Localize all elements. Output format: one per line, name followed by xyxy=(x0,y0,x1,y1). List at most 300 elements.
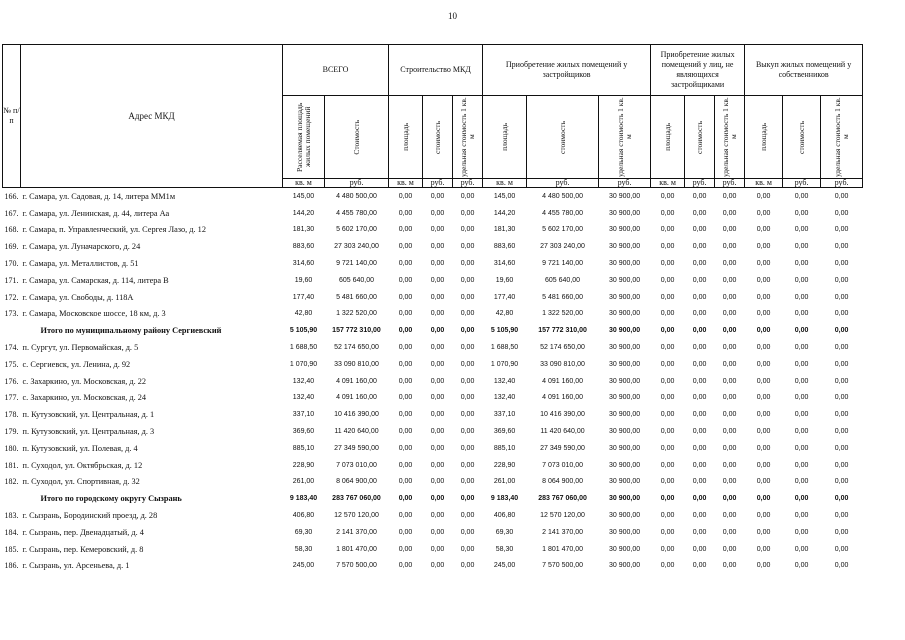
value-cell: 145,00 xyxy=(493,192,516,200)
value-cell: 314,60 xyxy=(292,260,315,268)
value-cell: 30 900,00 xyxy=(608,226,641,234)
value-cell: 30 900,00 xyxy=(608,192,641,200)
value-cell: 0,00 xyxy=(794,226,809,234)
value-cell: 0,00 xyxy=(660,260,675,268)
value-cell: 0,00 xyxy=(460,344,475,352)
value-cell: 0,00 xyxy=(460,461,475,469)
value-cell: 0,00 xyxy=(660,428,675,436)
value-cell: 0,00 xyxy=(660,411,675,419)
row-number: 174. xyxy=(4,343,19,353)
value-cell: 0,00 xyxy=(722,360,737,368)
value-cell: 0,00 xyxy=(660,192,675,200)
value-cell: 406,80 xyxy=(292,512,315,520)
value-cell: 132,40 xyxy=(292,377,315,385)
value-cell: 369,60 xyxy=(292,428,315,436)
value-cell: 0,00 xyxy=(430,411,445,419)
value-cell: 10 416 390,00 xyxy=(540,411,585,419)
value-cell: 0,00 xyxy=(660,478,675,486)
unit-sqm: кв. м xyxy=(651,179,685,188)
value-cell: 0,00 xyxy=(692,411,707,419)
value-cell: 0,00 xyxy=(660,209,675,217)
value-cell: 0,00 xyxy=(834,411,849,419)
value-cell: 883,60 xyxy=(493,243,516,251)
value-cell: 2 141 370,00 xyxy=(336,528,377,536)
row-number xyxy=(3,322,21,339)
value-cell: 0,00 xyxy=(794,243,809,251)
value-cell: 4 480 500,00 xyxy=(542,192,583,200)
value-cell: 30 900,00 xyxy=(608,276,641,284)
value-cell: 0,00 xyxy=(692,360,707,368)
value-cell: 0,00 xyxy=(430,293,445,301)
value-cell: 5 105,90 xyxy=(490,327,519,335)
value-cell: 0,00 xyxy=(834,192,849,200)
value-cell: 0,00 xyxy=(398,276,413,284)
value-cell: 228,90 xyxy=(292,461,315,469)
table-row xyxy=(3,339,863,356)
table-row xyxy=(3,423,863,440)
value-cell: 0,00 xyxy=(794,310,809,318)
value-cell: 30 900,00 xyxy=(608,528,641,536)
value-cell: 0,00 xyxy=(834,428,849,436)
value-cell: 0,00 xyxy=(398,528,413,536)
value-cell: 0,00 xyxy=(692,243,707,251)
value-cell: 145,00 xyxy=(292,192,315,200)
value-cell: 0,00 xyxy=(398,428,413,436)
table-row xyxy=(3,524,863,541)
value-cell: 0,00 xyxy=(430,428,445,436)
value-cell: 0,00 xyxy=(692,226,707,234)
row-number: 170. xyxy=(4,259,19,269)
value-cell: 0,00 xyxy=(430,360,445,368)
header-cost: стоимость xyxy=(694,120,704,154)
value-cell: 0,00 xyxy=(692,209,707,217)
value-cell: 0,00 xyxy=(430,478,445,486)
value-cell: 0,00 xyxy=(756,428,771,436)
unit-sqm: кв. м xyxy=(283,179,325,188)
value-cell: 0,00 xyxy=(460,545,475,553)
table-row xyxy=(3,440,863,457)
value-cell: 0,00 xyxy=(692,310,707,318)
table-row xyxy=(3,406,863,423)
value-cell: 0,00 xyxy=(756,192,771,200)
value-cell: 0,00 xyxy=(660,495,675,503)
value-cell: 0,00 xyxy=(722,411,737,419)
value-cell: 30 900,00 xyxy=(608,428,641,436)
value-cell: 0,00 xyxy=(660,377,675,385)
value-cell: 0,00 xyxy=(660,444,675,452)
value-cell: 0,00 xyxy=(430,512,445,520)
value-cell: 0,00 xyxy=(692,562,707,570)
unit-rub: руб. xyxy=(325,179,389,188)
header-unit-cost: удельная стоимость 1 кв. м xyxy=(832,97,850,177)
value-cell: 0,00 xyxy=(430,444,445,452)
value-cell: 0,00 xyxy=(398,377,413,385)
header-cost: стоимость xyxy=(796,120,806,154)
row-number: 185. xyxy=(4,544,19,554)
value-cell: 0,00 xyxy=(398,562,413,570)
value-cell: 0,00 xyxy=(660,276,675,284)
value-cell: 2 141 370,00 xyxy=(542,528,583,536)
value-cell: 0,00 xyxy=(398,394,413,402)
value-cell: 0,00 xyxy=(794,293,809,301)
value-cell: 0,00 xyxy=(460,360,475,368)
value-cell: 0,00 xyxy=(660,344,675,352)
value-cell: 0,00 xyxy=(692,192,707,200)
value-cell: 0,00 xyxy=(692,327,707,335)
value-cell: 9 721 140,00 xyxy=(336,260,377,268)
value-cell: 0,00 xyxy=(398,360,413,368)
value-cell: 0,00 xyxy=(398,293,413,301)
address-cell: г. Самара, ул. Самарская, д. 114, литера В xyxy=(22,275,169,285)
value-cell: 181,30 xyxy=(493,226,516,234)
value-cell: 9 721 140,00 xyxy=(542,260,583,268)
value-cell: 0,00 xyxy=(834,344,849,352)
value-cell: 283 767 060,00 xyxy=(538,495,587,503)
value-cell: 132,40 xyxy=(493,377,516,385)
value-cell: 0,00 xyxy=(756,226,771,234)
header-unit-cost: удельная стоимость 1 кв. м xyxy=(458,97,476,177)
row-number: 173. xyxy=(4,309,19,319)
value-cell: 0,00 xyxy=(660,327,675,335)
value-cell: 0,00 xyxy=(398,461,413,469)
value-cell: 144,20 xyxy=(493,209,516,217)
header-area-resettled: Расселяемая площадь жилых помещений xyxy=(294,102,312,172)
value-cell: 0,00 xyxy=(756,377,771,385)
address-cell: п. Кутузовский, ул. Центральная, д. 1 xyxy=(22,410,155,420)
value-cell: 42,80 xyxy=(495,310,514,318)
value-cell: 261,00 xyxy=(493,478,516,486)
value-cell: 0,00 xyxy=(460,495,475,503)
value-cell: 883,60 xyxy=(292,243,315,251)
table-row xyxy=(3,238,863,255)
value-cell: 337,10 xyxy=(292,411,315,419)
value-cell: 30 900,00 xyxy=(608,478,641,486)
value-cell: 0,00 xyxy=(834,512,849,520)
value-cell: 0,00 xyxy=(430,461,445,469)
value-cell: 19,60 xyxy=(294,276,313,284)
address-cell: г. Самара, п. Управленческий, ул. Сергея Лазо, д. 12 xyxy=(22,225,206,235)
value-cell: 1 688,50 xyxy=(490,344,519,352)
value-cell: 605 640,00 xyxy=(338,276,375,284)
value-cell: 7 073 010,00 xyxy=(336,461,377,469)
value-cell: 5 481 660,00 xyxy=(336,293,377,301)
value-cell: 0,00 xyxy=(722,344,737,352)
address-cell: г. Самара, ул. Садовая, д. 14, литера ММ1м xyxy=(22,191,176,201)
value-cell: 0,00 xyxy=(834,545,849,553)
value-cell: 0,00 xyxy=(398,444,413,452)
value-cell: 0,00 xyxy=(794,344,809,352)
table-total-row xyxy=(3,322,863,339)
header-group-total: ВСЕГО xyxy=(283,45,389,96)
value-cell: 0,00 xyxy=(660,226,675,234)
unit-rub: руб. xyxy=(527,179,599,188)
address-cell: п. Кутузовский, ул. Полевая, д. 4 xyxy=(22,443,138,453)
value-cell: 0,00 xyxy=(794,545,809,553)
value-cell: 0,00 xyxy=(756,528,771,536)
header-area: площадь xyxy=(400,123,410,151)
value-cell: 0,00 xyxy=(722,310,737,318)
value-cell: 0,00 xyxy=(460,226,475,234)
value-cell: 0,00 xyxy=(430,528,445,536)
value-cell: 7 570 500,00 xyxy=(542,562,583,570)
row-number: 183. xyxy=(4,511,19,521)
unit-sqm: кв. м xyxy=(483,179,527,188)
value-cell: 177,40 xyxy=(292,293,315,301)
value-cell: 181,30 xyxy=(292,226,315,234)
value-cell: 30 900,00 xyxy=(608,411,641,419)
value-cell: 0,00 xyxy=(398,209,413,217)
value-cell: 0,00 xyxy=(430,192,445,200)
value-cell: 0,00 xyxy=(660,562,675,570)
value-cell: 5 602 170,00 xyxy=(542,226,583,234)
value-cell: 0,00 xyxy=(460,243,475,251)
table-row xyxy=(3,255,863,272)
value-cell: 0,00 xyxy=(430,562,445,570)
table-row xyxy=(3,289,863,306)
value-cell: 0,00 xyxy=(834,243,849,251)
value-cell: 0,00 xyxy=(660,528,675,536)
value-cell: 0,00 xyxy=(430,226,445,234)
value-cell: 33 090 810,00 xyxy=(540,360,585,368)
header-no: № п/п xyxy=(3,45,21,188)
value-cell: 1 070,90 xyxy=(490,360,519,368)
value-cell: 0,00 xyxy=(460,562,475,570)
value-cell: 0,00 xyxy=(722,394,737,402)
value-cell: 0,00 xyxy=(794,394,809,402)
row-number: 169. xyxy=(4,242,19,252)
table-row xyxy=(3,541,863,558)
value-cell: 0,00 xyxy=(460,394,475,402)
value-cell: 0,00 xyxy=(460,293,475,301)
value-cell: 0,00 xyxy=(460,512,475,520)
value-cell: 1 070,90 xyxy=(289,360,318,368)
value-cell: 0,00 xyxy=(398,344,413,352)
row-number: 171. xyxy=(4,275,19,285)
unit-rub: руб. xyxy=(453,179,483,188)
value-cell: 0,00 xyxy=(692,377,707,385)
value-cell: 0,00 xyxy=(722,461,737,469)
value-cell: 0,00 xyxy=(398,260,413,268)
value-cell: 0,00 xyxy=(460,192,475,200)
address-cell: п. Суходол, ул. Октябрьская, д. 12 xyxy=(22,460,143,470)
value-cell: 0,00 xyxy=(398,512,413,520)
address-cell: г. Самара, ул. Свободы, д. 118А xyxy=(22,292,134,302)
value-cell: 0,00 xyxy=(430,310,445,318)
address-cell: п. Суходол, ул. Спортивная, д. 32 xyxy=(22,477,140,487)
value-cell: 0,00 xyxy=(794,528,809,536)
value-cell: 10 416 390,00 xyxy=(334,411,379,419)
table-body xyxy=(3,188,863,575)
value-cell: 0,00 xyxy=(692,495,707,503)
value-cell: 0,00 xyxy=(722,528,737,536)
table-row xyxy=(3,222,863,239)
value-cell: 1 322 520,00 xyxy=(336,310,377,318)
value-cell: 0,00 xyxy=(430,545,445,553)
value-cell: 27 303 240,00 xyxy=(334,243,379,251)
row-number: 178. xyxy=(4,410,19,420)
value-cell: 0,00 xyxy=(834,327,849,335)
unit-sqm: кв. м xyxy=(745,179,783,188)
unit-rub: руб. xyxy=(685,179,715,188)
value-cell: 30 900,00 xyxy=(608,344,641,352)
value-cell: 1 801 470,00 xyxy=(336,545,377,553)
value-cell: 0,00 xyxy=(794,209,809,217)
value-cell: 0,00 xyxy=(794,478,809,486)
value-cell: 0,00 xyxy=(430,209,445,217)
header-cost-total: Стоимость xyxy=(351,119,361,155)
value-cell: 0,00 xyxy=(460,276,475,284)
value-cell: 30 900,00 xyxy=(608,243,641,251)
value-cell: 30 900,00 xyxy=(608,545,641,553)
value-cell: 30 900,00 xyxy=(608,327,641,335)
value-cell: 0,00 xyxy=(460,310,475,318)
value-cell: 885,10 xyxy=(292,444,315,452)
value-cell: 0,00 xyxy=(660,512,675,520)
value-cell: 0,00 xyxy=(756,260,771,268)
value-cell: 0,00 xyxy=(756,293,771,301)
value-cell: 0,00 xyxy=(722,478,737,486)
value-cell: 0,00 xyxy=(756,461,771,469)
value-cell: 0,00 xyxy=(756,478,771,486)
value-cell: 0,00 xyxy=(794,562,809,570)
value-cell: 0,00 xyxy=(692,512,707,520)
value-cell: 19,60 xyxy=(495,276,514,284)
address-cell: с. Захаркино, ул. Московская, д. 22 xyxy=(22,376,147,386)
value-cell: 30 900,00 xyxy=(608,377,641,385)
value-cell: 30 900,00 xyxy=(608,260,641,268)
header-address: Адрес МКД xyxy=(21,45,283,188)
header-unit-cost: удельная стоимость 1 кв. м xyxy=(615,97,633,177)
value-cell: 12 570 120,00 xyxy=(540,512,585,520)
value-cell: 27 303 240,00 xyxy=(540,243,585,251)
value-cell: 0,00 xyxy=(460,428,475,436)
value-cell: 132,40 xyxy=(292,394,315,402)
address-cell: г. Самара, Московское шоссе, 18 км, д. 3 xyxy=(22,309,166,319)
value-cell: 0,00 xyxy=(834,209,849,217)
value-cell: 0,00 xyxy=(692,528,707,536)
value-cell: 0,00 xyxy=(794,461,809,469)
value-cell: 0,00 xyxy=(398,243,413,251)
value-cell: 605 640,00 xyxy=(545,276,581,284)
value-cell: 245,00 xyxy=(292,562,315,570)
table-row xyxy=(3,474,863,491)
address-cell: г. Сызрань, пер. Кемеровский, д. 8 xyxy=(22,544,144,554)
value-cell: 0,00 xyxy=(722,327,737,335)
header-group-developers: Приобретение жилых помещений у застройщиков xyxy=(483,45,651,96)
table-row xyxy=(3,356,863,373)
value-cell: 0,00 xyxy=(430,394,445,402)
value-cell: 132,40 xyxy=(493,394,516,402)
value-cell: 0,00 xyxy=(692,293,707,301)
row-number xyxy=(3,490,21,507)
row-number: 179. xyxy=(4,427,19,437)
table-row xyxy=(3,272,863,289)
value-cell: 0,00 xyxy=(794,512,809,520)
value-cell: 0,00 xyxy=(692,260,707,268)
value-cell: 0,00 xyxy=(398,327,413,335)
value-cell: 0,00 xyxy=(834,310,849,318)
value-cell: 0,00 xyxy=(722,562,737,570)
value-cell: 0,00 xyxy=(722,495,737,503)
value-cell: 0,00 xyxy=(756,444,771,452)
value-cell: 0,00 xyxy=(756,495,771,503)
value-cell: 337,10 xyxy=(493,411,516,419)
value-cell: 7 073 010,00 xyxy=(542,461,583,469)
value-cell: 0,00 xyxy=(794,495,809,503)
unit-rub: руб. xyxy=(715,179,745,188)
address-cell: г. Самара, ул. Луначарского, д. 24 xyxy=(22,242,141,252)
value-cell: 0,00 xyxy=(430,327,445,335)
header-group-construction: Строительство МКД xyxy=(389,45,483,96)
value-cell: 0,00 xyxy=(430,276,445,284)
row-number: 172. xyxy=(4,292,19,302)
value-cell: 0,00 xyxy=(756,344,771,352)
value-cell: 0,00 xyxy=(398,495,413,503)
value-cell: 9 183,40 xyxy=(289,495,318,503)
value-cell: 8 064 900,00 xyxy=(336,478,377,486)
value-cell: 5 481 660,00 xyxy=(542,293,583,301)
value-cell: 52 174 650,00 xyxy=(540,344,585,352)
value-cell: 0,00 xyxy=(692,461,707,469)
value-cell: 0,00 xyxy=(660,360,675,368)
value-cell: 0,00 xyxy=(834,444,849,452)
unit-rub: руб. xyxy=(599,179,651,188)
value-cell: 157 772 310,00 xyxy=(332,327,381,335)
value-cell: 0,00 xyxy=(692,344,707,352)
value-cell: 0,00 xyxy=(460,209,475,217)
value-cell: 0,00 xyxy=(834,394,849,402)
value-cell: 30 900,00 xyxy=(608,562,641,570)
row-number: 182. xyxy=(4,477,19,487)
value-cell: 4 455 780,00 xyxy=(542,209,583,217)
value-cell: 0,00 xyxy=(398,478,413,486)
header-group-buyout: Выкуп жилых помещений у собственников xyxy=(745,45,863,96)
value-cell: 9 183,40 xyxy=(490,495,519,503)
value-cell: 0,00 xyxy=(692,428,707,436)
value-cell: 0,00 xyxy=(722,192,737,200)
address-cell: п. Сургут, ул. Первомайская, д. 5 xyxy=(22,343,139,353)
value-cell: 0,00 xyxy=(460,478,475,486)
row-number: 176. xyxy=(4,376,19,386)
value-cell: 314,60 xyxy=(493,260,516,268)
value-cell: 0,00 xyxy=(834,377,849,385)
value-cell: 0,00 xyxy=(834,276,849,284)
value-cell: 0,00 xyxy=(460,411,475,419)
value-cell: 4 091 160,00 xyxy=(336,394,377,402)
value-cell: 0,00 xyxy=(460,260,475,268)
value-cell: 0,00 xyxy=(794,276,809,284)
address-cell: с. Сергиевск, ул. Ленина, д. 92 xyxy=(22,359,131,369)
header-group-non-developers: Приобретение жилых помещений у лиц, не являющихся застройщиками xyxy=(651,45,745,96)
value-cell: 5 105,90 xyxy=(289,327,318,335)
value-cell: 30 900,00 xyxy=(608,360,641,368)
value-cell: 0,00 xyxy=(834,293,849,301)
address-cell: п. Кутузовский, ул. Центральная, д. 3 xyxy=(22,427,155,437)
value-cell: 0,00 xyxy=(756,545,771,553)
address-cell: г. Самара, ул. Ленинская, д. 44, литера Аа xyxy=(22,208,170,218)
value-cell: 0,00 xyxy=(722,226,737,234)
row-number: 186. xyxy=(4,561,19,571)
value-cell: 0,00 xyxy=(722,243,737,251)
total-label: Итого по муниципальному району Сергиевский xyxy=(40,326,222,336)
value-cell: 30 900,00 xyxy=(608,310,641,318)
value-cell: 0,00 xyxy=(834,226,849,234)
value-cell: 0,00 xyxy=(692,545,707,553)
value-cell: 30 900,00 xyxy=(608,209,641,217)
value-cell: 0,00 xyxy=(660,243,675,251)
address-cell: г. Сызрань, Бородинский проезд, д. 28 xyxy=(22,511,158,521)
value-cell: 0,00 xyxy=(834,360,849,368)
